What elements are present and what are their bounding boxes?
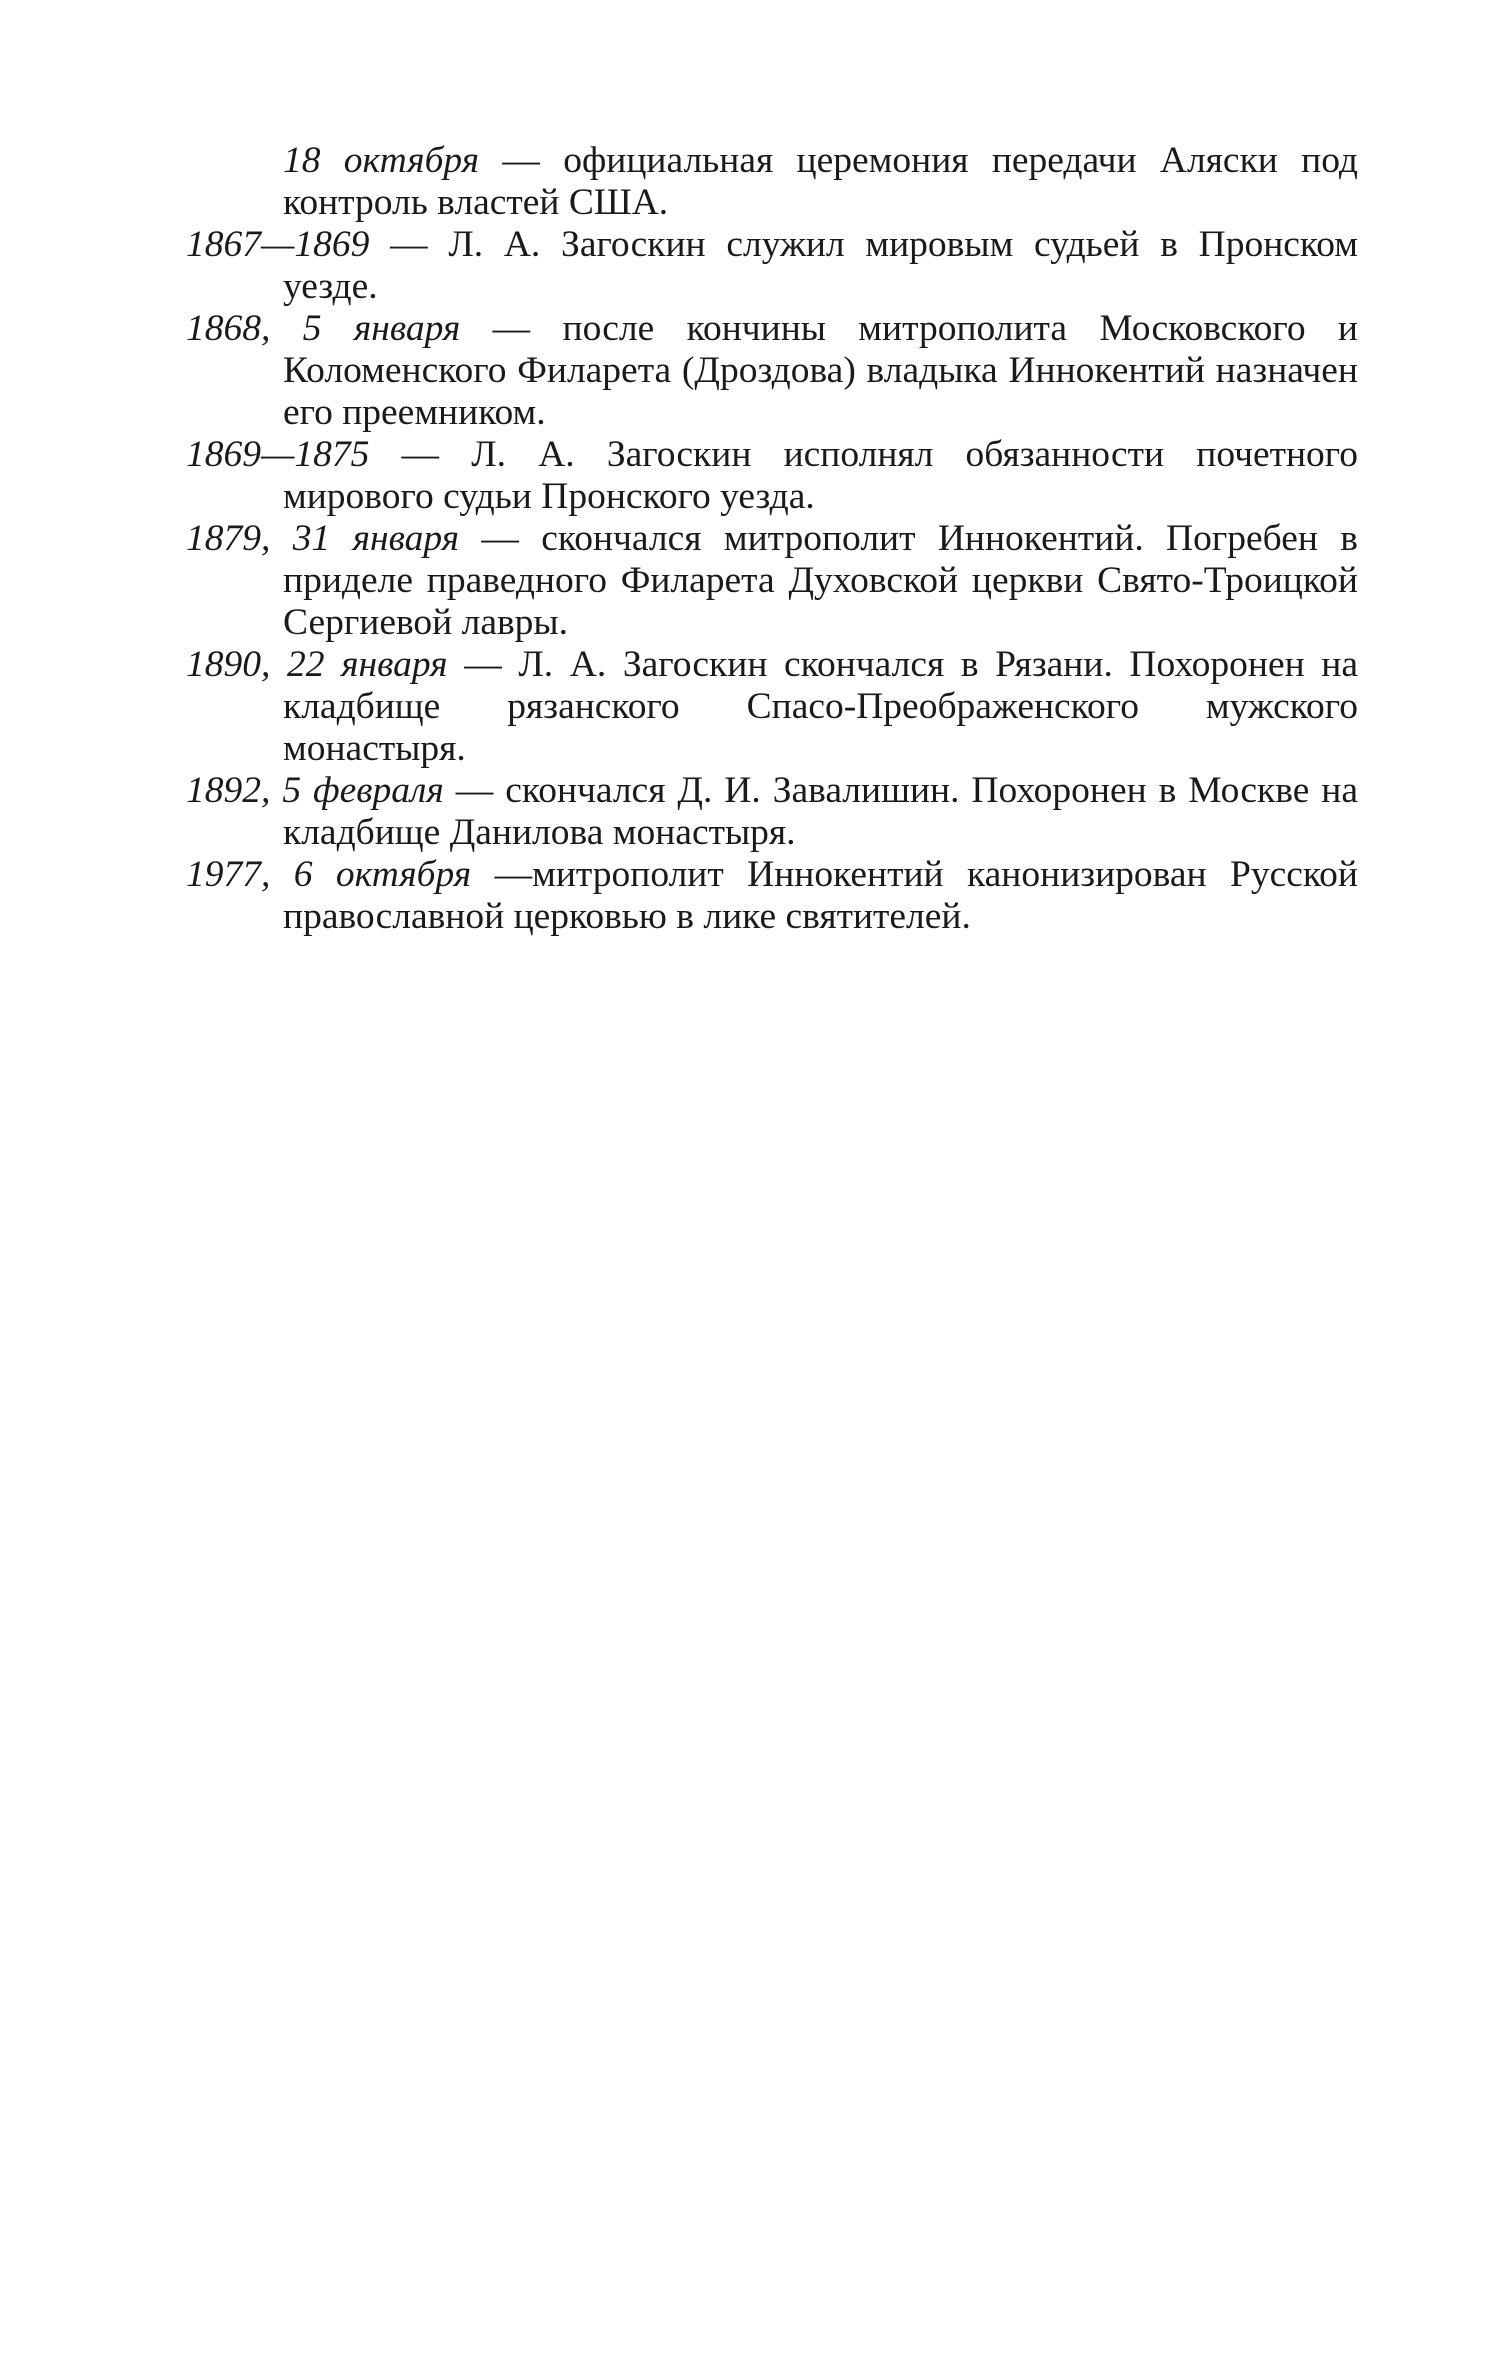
chronology-entry [186, 140, 1358, 224]
entry-date: 1890, 22 января [186, 644, 448, 685]
entry-date: 1879, 31 января [186, 518, 460, 559]
entry-text: Л. А. Загоскин скончался в Рязани. Похоронен на кладбище рязанского Спасо-Преображенского мужского монастыря. [283, 644, 1359, 769]
entry-date: 1892, 5 февраля [186, 770, 444, 811]
chronology-entry [186, 770, 1358, 854]
chronology-entry [186, 854, 1358, 938]
chronology-entry [186, 224, 1358, 308]
entry-date: 1868, 5 января [186, 308, 461, 349]
entry-separator: — [460, 308, 563, 349]
entry-date: 1867—1869 [186, 224, 370, 265]
entry-date: 1869—1875 [186, 434, 370, 475]
chronology-page [186, 140, 1358, 938]
entry-separator: — [369, 224, 449, 265]
chronology-entry [186, 518, 1358, 644]
entry-text: официальная церемония передачи Аляски под контроль властей США. [283, 140, 1358, 223]
entry-separator: — [471, 854, 533, 895]
entry-date: 18 октября [283, 140, 480, 181]
entry-text: скончался Д. И. Завалишин. Похоронен в Москве на кладбище Данилова монастыря. [283, 770, 1358, 853]
entry-separator: — [447, 644, 519, 685]
chronology-entry [186, 308, 1358, 434]
entry-text: Л. А. Загоскин служил мировым судьей в Пронском уезде. [283, 224, 1359, 307]
entry-date: 1977, 6 октября [186, 854, 472, 895]
entry-separator: — [369, 434, 472, 475]
chronology-entry [186, 434, 1358, 518]
entry-text: Л. А. Загоскин исполнял обязанности почетного мирового судьи Пронского уезда. [283, 434, 1359, 517]
entry-separator: — [459, 518, 542, 559]
entry-separator: — [479, 140, 564, 181]
chronology-entry [186, 644, 1358, 770]
entry-text: митрополит Иннокентий канонизирован Русской православной церковью в лике святителей. [283, 854, 1358, 937]
entry-text: скончался митрополит Иннокентий. Погребен в приделе праведного Филарета Духовской церкви Свято-Троицкой Сергиевой лавры. [283, 518, 1359, 643]
entry-separator: — [443, 770, 506, 811]
entry-text: после кончины митрополита Московского и Коломенского Филарета (Дроздова) владыка Иннокентий назначен его преемником. [283, 308, 1359, 433]
